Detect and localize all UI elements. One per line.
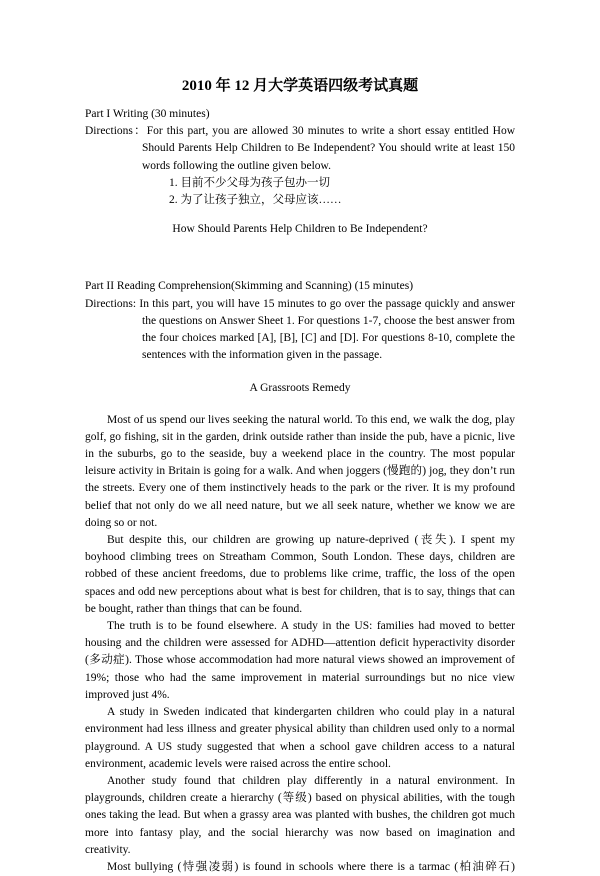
page-title: 2010 年 12 月大学英语四级考试真题 xyxy=(181,78,419,94)
reading-passage xyxy=(85,412,515,876)
part1-heading: Part I Writing (30 minutes) xyxy=(85,108,210,120)
outline-item: 2. 为了让孩子独立，父母应该…… xyxy=(169,194,342,207)
passage-title: A Grassroots Remedy xyxy=(249,382,351,395)
passage-paragraph: But despite this, our children are growing up nature-deprived (丧失). I spent my boyhood climbing trees on Streatham Common, South London. These days, children are robbed of these ancient freedoms, due to problems like crime, traffic, the loss of the open spaces and odd new perceptions about what is best for children, that is to say, things that can be bought, rather than things that can be found. xyxy=(85,534,515,615)
essay-title: How Should Parents Help Children to Be Independent? xyxy=(172,223,428,236)
part1-directions: Directions：For this part, you are allowed 30 minutes to write a short essay entitled How Should Parents Help Children to Be Independent? You should write at least 150 words following the outline given below. xyxy=(85,125,515,172)
passage-paragraph: The truth is to be found elsewhere. A study in the US: families had moved to better housing and the children were assessed for ADHD—attention deficit hyperactivity disorder (多动症). Those whose accommodation had more natural views showed an improvement of 19%; those who had the same improvement in material surroundings but no nice view improved just 4%. xyxy=(85,620,515,701)
part2-heading: Part II Reading Comprehension(Skimming and Scanning) (15 minutes) xyxy=(85,280,414,293)
part2-section xyxy=(85,278,515,876)
part2-directions: Directions: In this part, you will have 15 minutes to go over the passage quickly and answer the questions on Answer Sheet 1. For questions 1-7, choose the best answer from the four choices marked [A], [B], [C] and [D]. For questions 8-10, complete the sentences with the information given in the passage. xyxy=(85,297,515,362)
passage-paragraph: Most bullying (恃强凌弱) is found in schools where there is a tarmac (柏油碎石) xyxy=(107,860,515,873)
passage-paragraph: Most of us spend our lives seeking the natural world. To this end, we walk the dog, play golf, go fishing, sit in the garden, drink outside rather than inside the pub, have a picnic, live in the suburbs, go to the seaside, buy a weekend place in the country. The most popular leisure activity in Britain is going for a walk. And when joggers (慢跑的) jog, they don’t run the streets. Every one of them instinctively heads to the park or the river. It is my profound belief that not only do we all need nature, but we all seek nature, whether we know we are doing so or not. xyxy=(85,413,515,529)
part1-section xyxy=(85,106,515,238)
outline-item: 1. 目前不少父母为孩子包办一切 xyxy=(169,176,330,189)
part1-outline xyxy=(85,175,515,209)
passage-paragraph: Another study found that children play differently in a natural environment. In playgrounds, children create a hierarchy (等级) based on physical abilities, with the tough ones taking the lead. But when a grassy area was planted with bushes, the children got much more into fantasy play, and the social hierarchy was now based on imagination and creativity. xyxy=(85,774,515,856)
passage-paragraph: A study in Sweden indicated that kindergarten children who could play in a natural environment had less illness and greater physical ability than children used only to a normal playground. A US study suggested that when a school gave children access to a natural environment, academic levels were raised across the entire school. xyxy=(85,706,515,770)
